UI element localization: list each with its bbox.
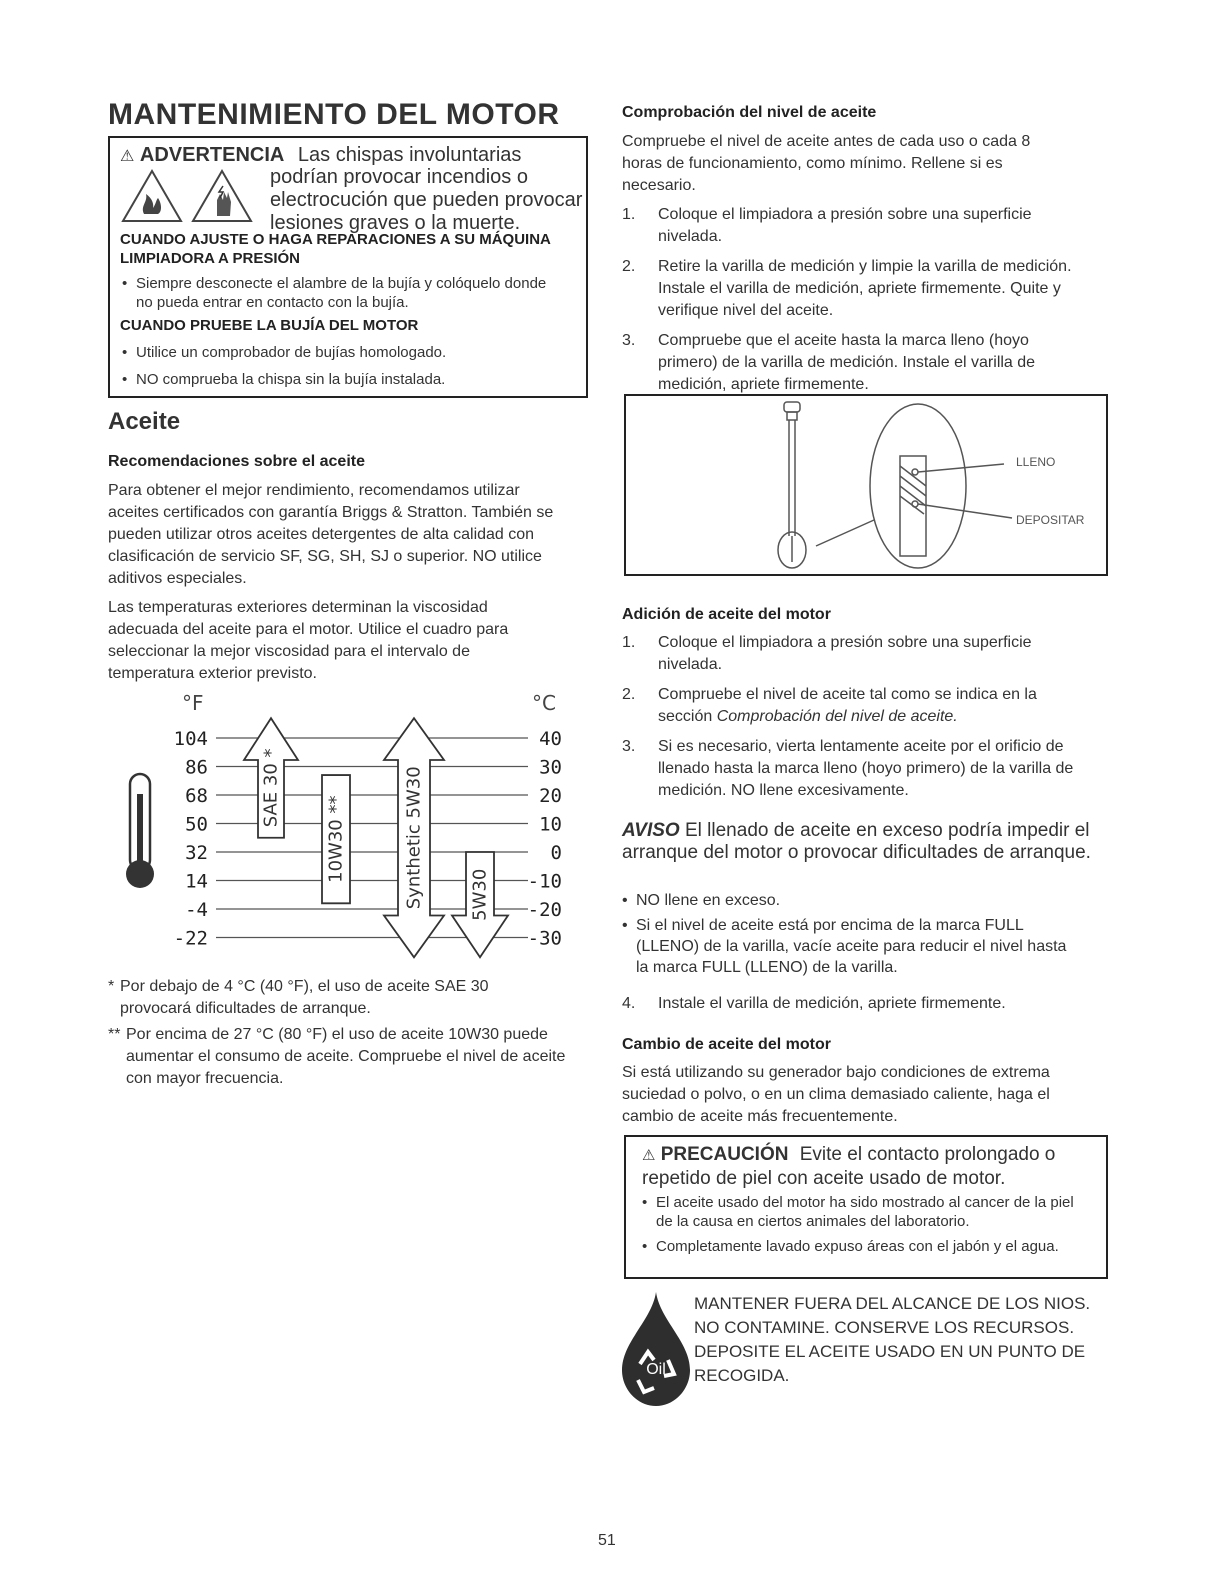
footnote-sae30 <box>108 976 558 1020</box>
list-item <box>622 204 1082 248</box>
dipstick-illustration <box>778 402 1012 568</box>
caution-box <box>624 1135 1108 1279</box>
c-tick-label: 40 <box>539 728 562 750</box>
list-item <box>622 684 1082 728</box>
f-tick-label: 14 <box>185 870 208 893</box>
f-tick-label: 32 <box>185 842 208 864</box>
page-number: 51 <box>598 1532 616 1549</box>
aviso-bullets <box>622 890 1082 982</box>
list-item: • Completamente lavado expuso áreas con el jabón y el agua. <box>642 1237 1092 1256</box>
footnote-10w30 <box>108 1024 594 1090</box>
caution-header <box>642 1143 1092 1190</box>
c-tick-label: -10 <box>527 870 562 893</box>
section-heading-aceite: Aceite <box>108 408 181 435</box>
alert-triangle-icon: ⚠ <box>120 148 135 165</box>
list-item: • NO llene en exceso. <box>622 890 1082 911</box>
f-tick-label: 104 <box>173 728 208 750</box>
viscosity-series-label: Synthetic 5W30 <box>403 766 425 910</box>
warning-line-1: Las chispas involuntarias <box>297 144 522 166</box>
c-tick-label: -20 <box>527 899 562 921</box>
f-tick-label: 68 <box>185 785 208 807</box>
oil-level-check-steps <box>622 204 1082 404</box>
warning-text <box>270 166 582 235</box>
f-tick-label: -22 <box>173 927 208 950</box>
aviso-notice <box>622 820 1092 864</box>
step-text: Compruebe el nivel de aceite tal como se indica en la sección <box>658 686 1037 725</box>
c-tick-label: 0 <box>550 842 562 864</box>
shock-hazard-icon <box>190 168 254 224</box>
warning-heading-repairs: CUANDO AJUSTE O HAGA REPARACIONES A SU MÁQUINA LIMPIADORA A PRESIÓN <box>120 231 551 267</box>
f-tick-label: 50 <box>185 813 208 836</box>
celsius-unit: °C <box>532 691 556 715</box>
viscosity-text: Las temperaturas exteriores determinan la viscosidad adecuada del aceite para el motor. Utilice el cuadro para seleccionar la mejor viscosidad para el intervalo de temperatura exterior previsto. <box>108 599 509 682</box>
viscosity-series-label: SAE 30 * <box>260 748 282 828</box>
page-title: MANTENIMIENTO DEL MOTOR <box>108 98 560 131</box>
recycle-line: MANTENER FUERA DEL ALCANCE DE LOS NIOS. <box>694 1294 1091 1313</box>
list-item <box>622 632 1082 676</box>
footnote-mark: * <box>108 978 115 995</box>
recycle-line: NO CONTAMINE. CONSERVE LOS RECURSOS. <box>694 1318 1075 1337</box>
step-number: 4. <box>622 995 636 1012</box>
footnote-text: Por debajo de 4 °C (40 °F), el uso de aceite SAE 30 provocará dificultades de arranque. <box>120 978 489 1017</box>
oil-label: Oil <box>646 1361 666 1378</box>
caution-label: PRECAUCIÓN <box>660 1144 789 1165</box>
recycle-line: DEPOSITE EL ACEITE USADO EN UN PUNTO DE <box>694 1342 1086 1361</box>
warning-line-3: electrocución que pueden provocar <box>270 189 583 211</box>
oil-level-check-heading: Comprobación del nivel de aceite <box>622 104 877 121</box>
c-tick-label: 10 <box>539 813 562 836</box>
step-number: 2. <box>622 686 636 703</box>
list-item: • El aceite usado del motor ha sido mostrado al cancer de la piel de la causa en ciertos animales del laboratorio. <box>642 1193 1092 1231</box>
step-number: 3. <box>622 332 636 349</box>
viscosity-chart <box>108 684 578 962</box>
oil-recommendations-heading: Recomendaciones sobre el aceite <box>108 453 365 470</box>
step-text: Retire la varilla de medición y limpie la varilla de medición. Instale el varilla de medición, apriete firmemente. Quite y verifique nivel del aceite. <box>658 258 1072 319</box>
warning-heading-spark: CUANDO PRUEBE LA BUJÍA DEL MOTOR <box>120 317 419 334</box>
c-tick-label: -30 <box>527 927 562 950</box>
alert-triangle-icon: ⚠ <box>642 1147 656 1164</box>
oil-recycle-icon <box>616 1290 696 1408</box>
step-text: Si es necesario, vierta lentamente aceite por el orificio de llenado hasta la marca lleno (hoyo primero) de la varilla de medición. NO llene excesivamente. <box>658 738 1074 799</box>
warning-box <box>108 136 588 398</box>
list-item <box>622 330 1082 396</box>
label-add: DEPOSITAR <box>1016 513 1085 527</box>
oil-change-heading: Cambio de aceite del motor <box>622 1036 831 1053</box>
fire-hazard-icon <box>120 168 184 224</box>
caution-text: Evite el contacto prolongado o repetido de piel con aceite usado de motor. <box>642 1144 1056 1189</box>
c-tick-label: 20 <box>539 785 562 807</box>
viscosity-series-label: 5W30 <box>469 868 491 921</box>
warning-list-spark <box>122 343 572 393</box>
f-tick-label: 86 <box>185 756 208 779</box>
list-item <box>622 736 1082 802</box>
c-tick-label: 30 <box>539 756 562 779</box>
dipstick-diagram <box>624 394 1108 576</box>
step-number: 1. <box>622 634 636 651</box>
warning-line-4: lesiones graves o la muerte. <box>270 212 521 234</box>
footnote-text: Por encima de 27 °C (80 °F) el uso de aceite 10W30 puede aumentar el consumo de aceite. Compruebe el nivel de aceite con mayor frecuencia. <box>126 1026 566 1087</box>
step-reference: Comprobación del nivel de aceite. <box>716 708 958 725</box>
add-oil-final-step <box>622 993 1082 1023</box>
footnote-mark: ** <box>108 1026 121 1043</box>
step-text: Instale el varilla de medición, apriete firmemente. <box>658 995 1006 1012</box>
f-tick-label: -4 <box>185 899 208 921</box>
step-number: 3. <box>622 738 636 755</box>
warning-list-repairs <box>122 274 562 316</box>
list-item: • Si el nivel de aceite está por encima de la marca FULL (LLENO) de la varilla, vacíe aceite para reducir el nivel hasta la marca FULL (LLENO) de la varilla. <box>622 915 1082 978</box>
warning-label: ADVERTENCIA <box>139 144 285 166</box>
recycle-line: RECOGIDA. <box>694 1366 790 1385</box>
oil-recommendations-text: Para obtener el mejor rendimiento, recomendamos utilizar aceites certificados con garantía Briggs & Stratton. También se pueden utilizar otros aceites detergentes de alta calidad con clasificación de servicio SF, SG, SH, SJ o superior. NO utilice aditivos especiales. <box>108 482 554 587</box>
step-text: Coloque el limpiadora a presión sobre una superficie nivelada. <box>658 206 1032 245</box>
caution-bullets <box>642 1193 1092 1260</box>
recycle-instructions <box>694 1292 1090 1388</box>
step-number: 2. <box>622 258 636 275</box>
list-item: • NO comprueba la chispa sin la bujía instalada. <box>122 370 572 389</box>
step-text: Compruebe que el aceite hasta la marca lleno (hoyo primero) de la varilla de medición. Instale el varilla de medición, apriete firmemente. <box>658 332 1036 393</box>
viscosity-series-label: 10W30 ** <box>325 795 347 883</box>
warning-line-2: podrían provocar incendios o <box>270 166 528 188</box>
list-item: • Utilice un comprobador de bujías homologado. <box>122 343 572 362</box>
aviso-label: AVISO <box>622 820 680 841</box>
aviso-text: El llenado de aceite en exceso podría impedir el arranque del motor o provocar dificultades de arranque. <box>622 820 1091 863</box>
add-oil-heading: Adición de aceite del motor <box>622 606 831 623</box>
step-number: 1. <box>622 206 636 223</box>
step-text: Coloque el limpiadora a presión sobre una superficie nivelada. <box>658 634 1032 673</box>
oil-level-check-intro: Compruebe el nivel de aceite antes de cada uso o cada 8 horas de funcionamiento, como mínimo. Rellene si es necesario. <box>622 133 1031 194</box>
warning-header <box>120 144 580 168</box>
oil-change-text: Si está utilizando su generador bajo condiciones de extrema suciedad o polvo, o en un clima demasiado caliente, haga el cambio de aceite más frecuentemente. <box>622 1064 1050 1125</box>
add-oil-steps <box>622 632 1082 810</box>
list-item: • Siempre desconecte el alambre de la bujía y colóquelo donde no pueda entrar en contacto con la bujía. <box>122 274 562 312</box>
fahrenheit-unit: °F <box>182 691 204 715</box>
label-full: LLENO <box>1016 455 1056 469</box>
thermometer-icon <box>126 774 154 888</box>
list-item <box>622 993 1082 1015</box>
list-item <box>622 256 1082 322</box>
